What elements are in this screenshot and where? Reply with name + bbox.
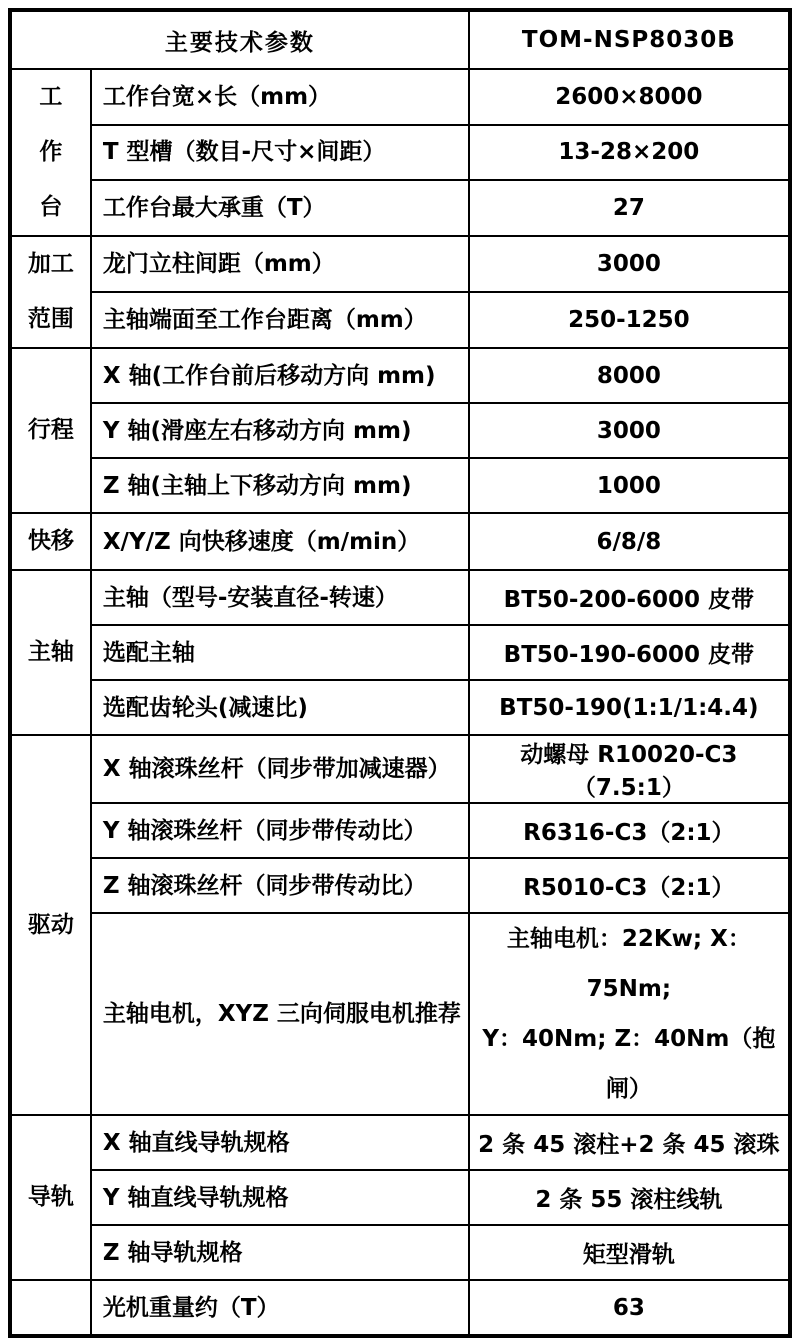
group-label-line: 行程 — [27, 417, 74, 443]
param-label: 主轴端面至工作台距离（mm） — [91, 292, 469, 348]
table-row — [10, 403, 790, 458]
param-value: 8000 — [469, 348, 790, 403]
group-label-line: 加工 — [27, 251, 74, 277]
group-label-line: 驱动 — [27, 911, 74, 938]
value-line: 主轴电机：22Kw; X：75Nm; — [506, 926, 751, 1002]
group-label-rapid-traverse — [10, 513, 91, 570]
table-row — [10, 1115, 790, 1170]
table-row — [10, 1170, 790, 1225]
param-value: 3000 — [469, 236, 790, 292]
param-value: 动螺母 R10020-C3（7.5:1） — [469, 735, 790, 803]
table-row — [10, 348, 790, 403]
group-label-guideway — [10, 1115, 91, 1280]
param-value — [469, 913, 790, 1115]
param-value: R5010-C3（2:1） — [469, 858, 790, 913]
header-model: TOM-NSP8030B — [469, 10, 790, 69]
param-value: 3000 — [469, 403, 790, 458]
table-row — [10, 680, 790, 735]
param-label: Z 轴(主轴上下移动方向 mm) — [91, 458, 469, 513]
param-label: T 型槽（数目-尺寸×间距） — [91, 125, 469, 181]
group-label-empty — [10, 1280, 91, 1336]
group-label-line: 快移 — [27, 528, 74, 554]
param-label: X 轴滚珠丝杆（同步带加减速器） — [91, 735, 469, 803]
table-row — [10, 292, 790, 348]
param-label: 主轴（型号-安装直径-转速） — [91, 570, 469, 625]
param-label: 工作台最大承重（T） — [91, 180, 469, 236]
param-label: 工作台宽×长（mm） — [91, 69, 469, 125]
param-label: Y 轴(滑座左右移动方向 mm) — [91, 403, 469, 458]
table-row — [10, 803, 790, 858]
table-row — [10, 458, 790, 513]
param-value: 27 — [469, 180, 790, 236]
param-label: 光机重量约（T） — [91, 1280, 469, 1336]
group-label-drive — [10, 735, 91, 1115]
table-row — [10, 513, 790, 570]
param-label: Z 轴导轨规格 — [91, 1225, 469, 1280]
param-label: Y 轴直线导轨规格 — [91, 1170, 469, 1225]
group-label-line: 主轴 — [27, 639, 74, 665]
table-row — [10, 69, 790, 125]
group-label-travel — [10, 348, 91, 513]
table-row — [10, 1280, 790, 1336]
table-row — [10, 858, 790, 913]
param-label: X 轴(工作台前后移动方向 mm) — [91, 348, 469, 403]
param-label: 选配齿轮头(减速比) — [91, 680, 469, 735]
group-label-line: 导轨 — [27, 1184, 74, 1210]
table-row — [10, 125, 790, 181]
param-value: 63 — [469, 1280, 790, 1336]
table-row — [10, 570, 790, 625]
param-value: 矩型滑轨 — [469, 1225, 790, 1280]
param-value: 6/8/8 — [469, 513, 790, 570]
group-label-line: 台 — [39, 194, 63, 220]
param-value: 13-28×200 — [469, 125, 790, 181]
param-label: Y 轴滚珠丝杆（同步带传动比） — [91, 803, 469, 858]
table-row — [10, 735, 790, 803]
group-label-worktable — [10, 69, 91, 236]
param-label: 主轴电机，XYZ 三向伺服电机推荐 — [91, 913, 469, 1115]
param-label: X 轴直线导轨规格 — [91, 1115, 469, 1170]
value-line: Y：40Nm; Z：40Nm（抱闸） — [482, 1026, 776, 1102]
table-row — [10, 625, 790, 680]
group-label-machining-range — [10, 236, 91, 348]
param-value: 2 条 45 滚柱+2 条 45 滚珠 — [469, 1115, 790, 1170]
param-label: X/Y/Z 向快移速度（m/min） — [91, 513, 469, 570]
group-label-line: 工 — [39, 84, 63, 110]
param-value: 1000 — [469, 458, 790, 513]
table-row — [10, 1225, 790, 1280]
param-value: R6316-C3（2:1） — [469, 803, 790, 858]
group-label-spindle — [10, 570, 91, 735]
param-value: 2 条 55 滚柱线轨 — [469, 1170, 790, 1225]
param-value: BT50-190(1:1/1:4.4) — [469, 680, 790, 735]
group-label-line: 范围 — [27, 306, 74, 332]
param-label: 龙门立柱间距（mm） — [91, 236, 469, 292]
header-param-title: 主要技术参数 — [10, 10, 469, 69]
header-row — [10, 10, 790, 69]
param-value: 250-1250 — [469, 292, 790, 348]
table-row — [10, 913, 790, 1115]
param-label: 选配主轴 — [91, 625, 469, 680]
param-value: BT50-200-6000 皮带 — [469, 570, 790, 625]
param-label: Z 轴滚珠丝杆（同步带传动比） — [91, 858, 469, 913]
group-label-line: 作 — [39, 139, 63, 165]
param-value: 2600×8000 — [469, 69, 790, 125]
spec-table — [8, 8, 792, 1338]
table-row — [10, 180, 790, 236]
table-row — [10, 236, 790, 292]
param-value: BT50-190-6000 皮带 — [469, 625, 790, 680]
